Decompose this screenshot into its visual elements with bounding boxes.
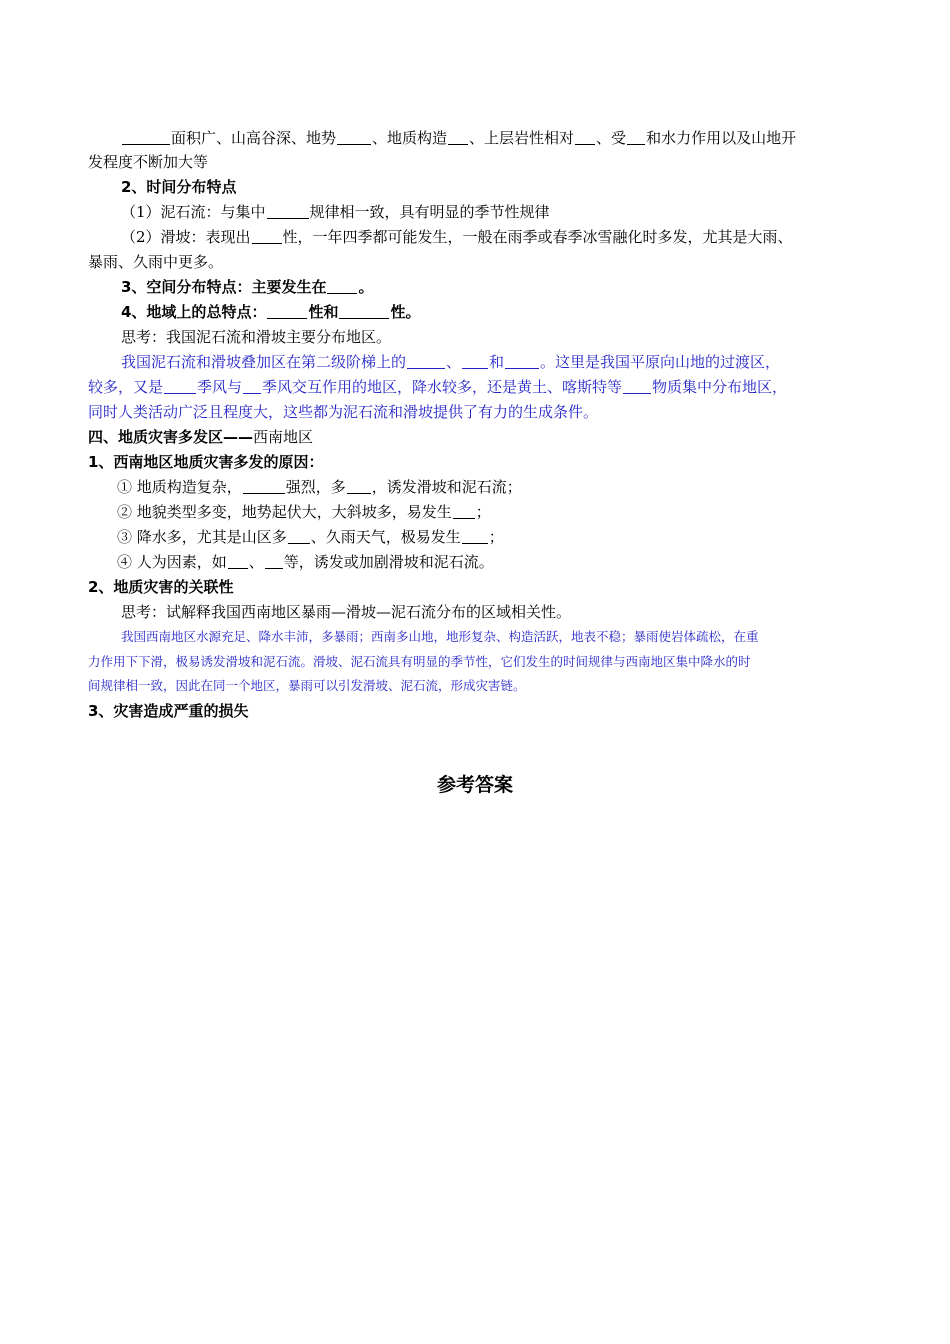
fill-in-blank[interactable] [228,554,248,569]
fill-in-blank[interactable] [243,479,285,494]
text-segment: 3、灾害造成严重的损失 [88,702,249,720]
text-segment: （1）泥石流：与集中 [121,203,266,221]
text-line [117,550,494,574]
answer-title: 参考答案 [436,774,513,796]
text-line [121,175,236,199]
text-segment: ④ 人为因素，如 [117,553,227,571]
fill-in-blank[interactable] [462,529,488,544]
fill-in-blank[interactable] [453,504,475,519]
text-line [88,375,787,399]
text-segment: 。 [358,278,374,296]
text-segment: 2、地质灾害的关联性 [88,578,234,596]
text-line [88,250,223,274]
text-segment: ③ 降水多，尤其是山区多 [117,528,287,546]
text-segment: 、 [446,353,462,371]
text-segment: 、上层岩性相对 [469,129,575,147]
text-segment: 性和 [308,303,339,321]
fill-in-blank[interactable] [122,130,170,145]
text-segment: 强烈，多 [285,478,346,496]
text-segment: 、地质构造 [372,129,448,147]
text-segment: 物质集中分布地区， [652,378,788,396]
text-line [121,350,780,374]
text-line [88,400,598,424]
fill-in-blank[interactable] [288,529,310,544]
text-segment: 3、空间分布特点：主要发生在 [121,278,327,296]
fill-in-blank[interactable] [575,130,595,145]
fill-in-blank[interactable] [267,204,309,219]
text-line [117,500,491,524]
text-line [121,600,571,624]
text-line [88,425,313,449]
text-line [88,450,323,474]
text-segment: 2、时间分布特点 [121,178,237,196]
text-segment: 规律相一致，具有明显的季节性规律 [309,203,550,221]
text-segment: 四、地质灾害多发区—— [88,428,254,446]
text-segment: ① 地质构造复杂， [117,478,242,496]
fill-in-blank[interactable] [407,354,445,369]
fill-in-blank[interactable] [267,304,307,319]
text-segment: 、受 [596,129,627,147]
fill-in-blank[interactable] [627,130,645,145]
text-line [88,150,208,174]
text-line [117,525,504,549]
text-segment: ，诱发滑坡和泥石流； [371,478,522,496]
text-line [88,699,248,723]
text-segment: 1、西南地区地质灾害多发的原因： [88,453,324,471]
fill-in-blank[interactable] [339,304,389,319]
text-segment: ； [488,528,504,546]
text-segment: 发程度不断加大等 [88,153,209,171]
fill-in-blank[interactable] [252,229,282,244]
text-segment: 我国泥石流和滑坡叠加区在第二级阶梯上的 [121,353,407,371]
text-segment: 同时人类活动广泛且程度大，这些都为泥石流和滑坡提供了有力的生成条件。 [88,403,599,421]
fill-in-blank[interactable] [505,354,539,369]
text-line [121,225,793,249]
text-line [121,625,759,649]
fill-in-blank[interactable] [164,379,196,394]
text-line [121,275,373,299]
text-segment: 、久雨天气，极易发生 [310,528,461,546]
fill-in-blank[interactable] [623,379,651,394]
text-segment: 等，诱发或加剧滑坡和泥石流。 [283,553,494,571]
text-segment: （2）滑坡：表现出 [121,228,251,246]
text-line [88,650,751,674]
fill-in-blank[interactable] [337,130,371,145]
text-segment: 性，一年四季都可能发生，一般在雨季或春季冰雪融化时多发，尤其是大雨、 [282,228,793,246]
text-line [121,300,420,324]
text-segment: 思考：试解释我国西南地区暴雨—滑坡—泥石流分布的区域相关性。 [121,603,572,621]
text-line [121,200,550,224]
text-line [88,575,233,599]
text-segment: 我国西南地区水源充足、降水丰沛，多暴雨；西南多山地，地形复杂、构造活跃，地表不稳；暴雨使岩体疏松，在重 [121,629,759,644]
fill-in-blank[interactable] [462,354,488,369]
text-segment: 性。 [390,303,421,321]
text-segment: ② 地貌类型多变，地势起伏大，大斜坡多，易发生 [117,503,452,521]
fill-in-blank[interactable] [265,554,283,569]
text-segment: 4、地域上的总特点： [121,303,267,321]
text-line [117,475,522,499]
fill-in-blank[interactable] [347,479,371,494]
text-line [121,325,391,349]
fill-in-blank[interactable] [327,279,357,294]
text-segment: 。这里是我国平原向山地的过渡区， [540,353,781,371]
text-segment: 间规律相一致，因此在同一个地区，暴雨可以引发滑坡、泥石流，形成灾害链。 [88,678,526,693]
text-segment: 季风交互作用的地区，降水较多，还是黄土、喀斯特等 [262,378,623,396]
text-segment: 、 [248,553,264,571]
fill-in-blank[interactable] [448,130,468,145]
text-segment: 暴雨、久雨中更多。 [88,253,224,271]
text-segment: 思考：我国泥石流和滑坡主要分布地区。 [121,328,392,346]
fill-in-blank[interactable] [243,379,261,394]
text-segment: 面积广、山高谷深、地势 [171,129,337,147]
text-segment: 和水力作用以及山地开 [646,129,797,147]
text-segment: 西南地区 [253,428,314,446]
text-line [121,126,796,150]
text-segment: 季风与 [197,378,243,396]
text-line [88,674,526,698]
text-segment: 较多，又是 [88,378,164,396]
text-segment: ； [475,503,491,521]
text-segment: 和 [489,353,505,371]
text-segment: 力作用下下滑，极易诱发滑坡和泥石流。滑坡、泥石流具有明显的季节性，它们发生的时间规律与西南地区集中降水的时 [88,654,751,669]
